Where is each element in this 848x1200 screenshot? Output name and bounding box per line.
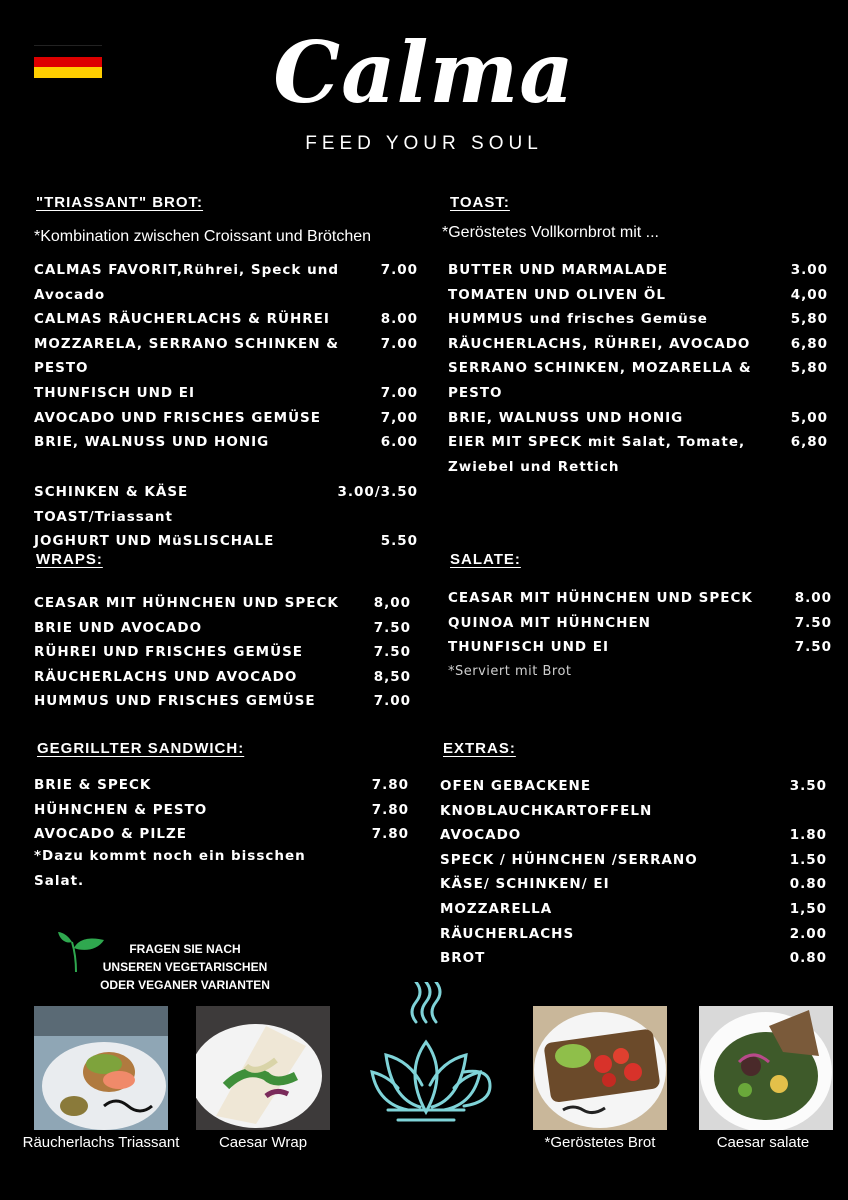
menu-item-price: 6.00 <box>380 434 418 451</box>
menu-item-name: QUINOA MIT HÜHNCHEN <box>448 614 651 631</box>
menu-item-price: 5.50 <box>380 533 418 550</box>
menu-item-price: 3.00 <box>790 262 828 278</box>
menu-item-price: 1.50 <box>789 851 827 868</box>
menu-item <box>448 635 832 660</box>
menu-item-price: 7.50 <box>373 644 411 661</box>
menu-item-name: BRIE & SPECK <box>34 777 152 793</box>
triassant-list <box>34 258 418 455</box>
menu-item-name: TOMATEN UND OLIVEN ÖL <box>448 286 666 303</box>
salate-note: *Serviert mit Brot <box>448 664 572 679</box>
menu-item-price: 1,50 <box>789 900 827 917</box>
menu-item-name: BRIE, WALNUSS UND HONIG <box>34 434 270 451</box>
menu-item <box>448 430 828 479</box>
menu-item-name: BRIE UND AVOCADO <box>34 619 203 636</box>
menu-item <box>448 307 828 332</box>
menu-item-price: 7.00 <box>380 262 418 278</box>
menu-item-price: 1.80 <box>789 827 827 844</box>
menu-item-price: 7,00 <box>380 409 418 426</box>
menu-item-price: 4,00 <box>790 286 828 303</box>
menu-item-name: JOGHURT UND MüSLISCHALE <box>34 533 275 550</box>
menu-item <box>34 773 409 798</box>
triassant-extra-list <box>34 480 418 554</box>
menu-item-price: 2.00 <box>789 925 827 942</box>
menu-item <box>34 616 411 641</box>
menu-item-price: 7.80 <box>371 801 409 818</box>
menu-item-name: AVOCADO UND FRISCHES GEMÜSE <box>34 409 321 426</box>
section-title-salate: SALATE: <box>450 551 521 568</box>
menu-item-name: AVOCADO <box>440 827 522 844</box>
toast-list <box>448 258 828 479</box>
salate-list <box>448 586 832 660</box>
menu-item-name: CEASAR MIT HÜHNCHEN UND SPECK <box>448 590 753 606</box>
menu-item-price: 0.80 <box>789 950 827 967</box>
menu-item <box>448 406 828 431</box>
menu-item <box>34 430 418 455</box>
section-title-extras: EXTRAS: <box>443 740 516 757</box>
menu-item-name: CEASAR MIT HÜHNCHEN UND SPECK <box>34 595 339 611</box>
menu-item-price: 7.00 <box>380 335 418 352</box>
menu-item-name: MOZZARELLA <box>440 900 553 917</box>
menu-item <box>448 611 832 636</box>
menu-item <box>34 798 409 823</box>
menu-item-name: THUNFISCH UND EI <box>448 639 610 656</box>
menu-item-name: SPECK / HÜHNCHEN /SERRANO <box>440 851 698 868</box>
menu-item-price: 8.00 <box>794 590 832 606</box>
section-title-sandwich: GEGRILLTER SANDWICH: <box>37 740 245 757</box>
photo-caesar-salate <box>699 1006 833 1130</box>
menu-item-name: THUNFISCH UND EI <box>34 384 196 401</box>
menu-item-name: CALMAS RÄUCHERLACHS & RÜHREI <box>34 311 330 328</box>
extras-list <box>440 774 827 971</box>
menu-item <box>34 332 418 381</box>
menu-item <box>34 258 418 307</box>
menu-item-name: AVOCADO & PILZE <box>34 826 187 843</box>
menu-item-name: RÄUCHERLACHS, RÜHREI, AVOCADO <box>448 335 751 352</box>
brand-name: Calma <box>273 23 575 122</box>
menu-item-price: 5,00 <box>790 409 828 426</box>
menu-item-name: RÄUCHERLACHS <box>440 925 575 942</box>
menu-item-name: BUTTER UND MARMALADE <box>448 262 669 278</box>
menu-item-price: 7.50 <box>794 614 832 631</box>
menu-item-name: HÜHNCHEN & PESTO <box>34 801 208 818</box>
menu-item <box>440 897 827 922</box>
menu-item-price: 8.00 <box>380 311 418 328</box>
menu-item-name: KÄSE/ SCHINKEN/ EI <box>440 876 610 893</box>
triassant-note: *Kombination zwischen Croissant und Brötchen <box>34 228 372 245</box>
menu-item <box>448 586 832 611</box>
menu-item-name: CALMAS FAVORIT,Rührei, Speck und Avocado <box>34 262 339 303</box>
menu-item-price: 3.00/3.50 <box>337 484 418 500</box>
menu-item-name: RÄUCHERLACHS UND AVOCADO <box>34 668 298 685</box>
menu-item <box>34 665 411 690</box>
menu-item <box>34 480 418 529</box>
veggie-note: FRAGEN SIE NACH UNSEREN VEGETARISCHEN ODER VEGANER VARIANTEN <box>100 942 270 992</box>
menu-item-name: BRIE, WALNUSS UND HONIG <box>448 409 684 426</box>
menu-item-price: 3.50 <box>789 778 827 794</box>
menu-item <box>440 774 827 823</box>
brand-logo <box>0 18 848 128</box>
lotus-cup-icon <box>368 982 498 1132</box>
menu-item-price: 8,50 <box>373 668 411 685</box>
menu-item-price: 7.50 <box>794 639 832 656</box>
menu-item-name: EIER MIT SPECK mit Salat, Tomate, Zwiebel und Rettich <box>448 434 746 475</box>
menu-item-price: 6,80 <box>790 335 828 352</box>
sandwich-note: *Dazu kommt noch ein bisschen Salat. <box>34 848 306 889</box>
menu-item <box>440 922 827 947</box>
menu-item <box>440 848 827 873</box>
menu-item <box>34 307 418 332</box>
menu-item-name: RÜHREI UND FRISCHES GEMÜSE <box>34 644 304 661</box>
menu-item <box>440 946 827 971</box>
sandwich-list <box>34 773 409 847</box>
menu-item-price: 0.80 <box>789 876 827 893</box>
menu-item <box>448 356 828 405</box>
menu-item-price: 5,80 <box>790 360 828 377</box>
menu-item <box>34 381 418 406</box>
caption-caesar-salate: Caesar salate <box>716 1134 810 1151</box>
wraps-list <box>34 591 411 714</box>
menu-item-name: BROT <box>440 950 486 967</box>
menu-item-name: HUMMUS und frisches Gemüse <box>448 311 708 328</box>
menu-item <box>448 332 828 357</box>
menu-item <box>448 258 828 283</box>
photo-caesar-wrap <box>196 1006 330 1130</box>
tagline: FEED YOUR SOUL <box>305 133 543 154</box>
caption-raeucherlachs-triassant: Räucherlachs Triassant <box>22 1134 180 1151</box>
section-title-toast: TOAST: <box>450 194 510 211</box>
menu-item-price: 7.00 <box>380 384 418 401</box>
menu-item <box>448 283 828 308</box>
section-title-wraps: WRAPS: <box>36 551 103 568</box>
section-title-triassant: "TRIASSANT" BROT: <box>36 194 204 211</box>
menu-item-price: 7.80 <box>371 777 409 793</box>
menu-item-price: 6,80 <box>790 434 828 451</box>
menu-item-name: MOZZARELA, SERRANO SCHINKEN & PESTO <box>34 335 340 377</box>
menu-item <box>34 406 418 431</box>
menu-item-price: 5,80 <box>790 311 828 328</box>
caption-caesar-wrap: Caesar Wrap <box>218 1134 308 1151</box>
menu-item <box>34 689 411 714</box>
menu-item-price: 7.50 <box>373 619 411 636</box>
toast-note: *Geröstetes Vollkornbrot mit ... <box>442 224 659 241</box>
photo-geroestetes-brot <box>533 1006 667 1130</box>
menu-item <box>34 591 411 616</box>
photo-raeucherlachs-triassant <box>34 1006 168 1130</box>
menu-item-price: 8,00 <box>373 595 411 611</box>
menu-item <box>34 640 411 665</box>
menu-item-name: OFEN GEBACKENE KNOBLAUCHKARTOFFELN <box>440 778 653 819</box>
menu-item-name: HUMMUS UND FRISCHES GEMÜSE <box>34 693 316 710</box>
menu-item <box>440 823 827 848</box>
menu-item <box>440 872 827 897</box>
menu-item-price: 7.00 <box>373 693 411 710</box>
menu-item-name: SERRANO SCHINKEN, MOZARELLA & PESTO <box>448 360 752 401</box>
menu-item-name: SCHINKEN & KÄSE TOAST/Triassant <box>34 484 189 525</box>
caption-geroestetes-brot: *Geröstetes Brot <box>544 1134 656 1151</box>
menu-item-price: 7.80 <box>371 826 409 843</box>
